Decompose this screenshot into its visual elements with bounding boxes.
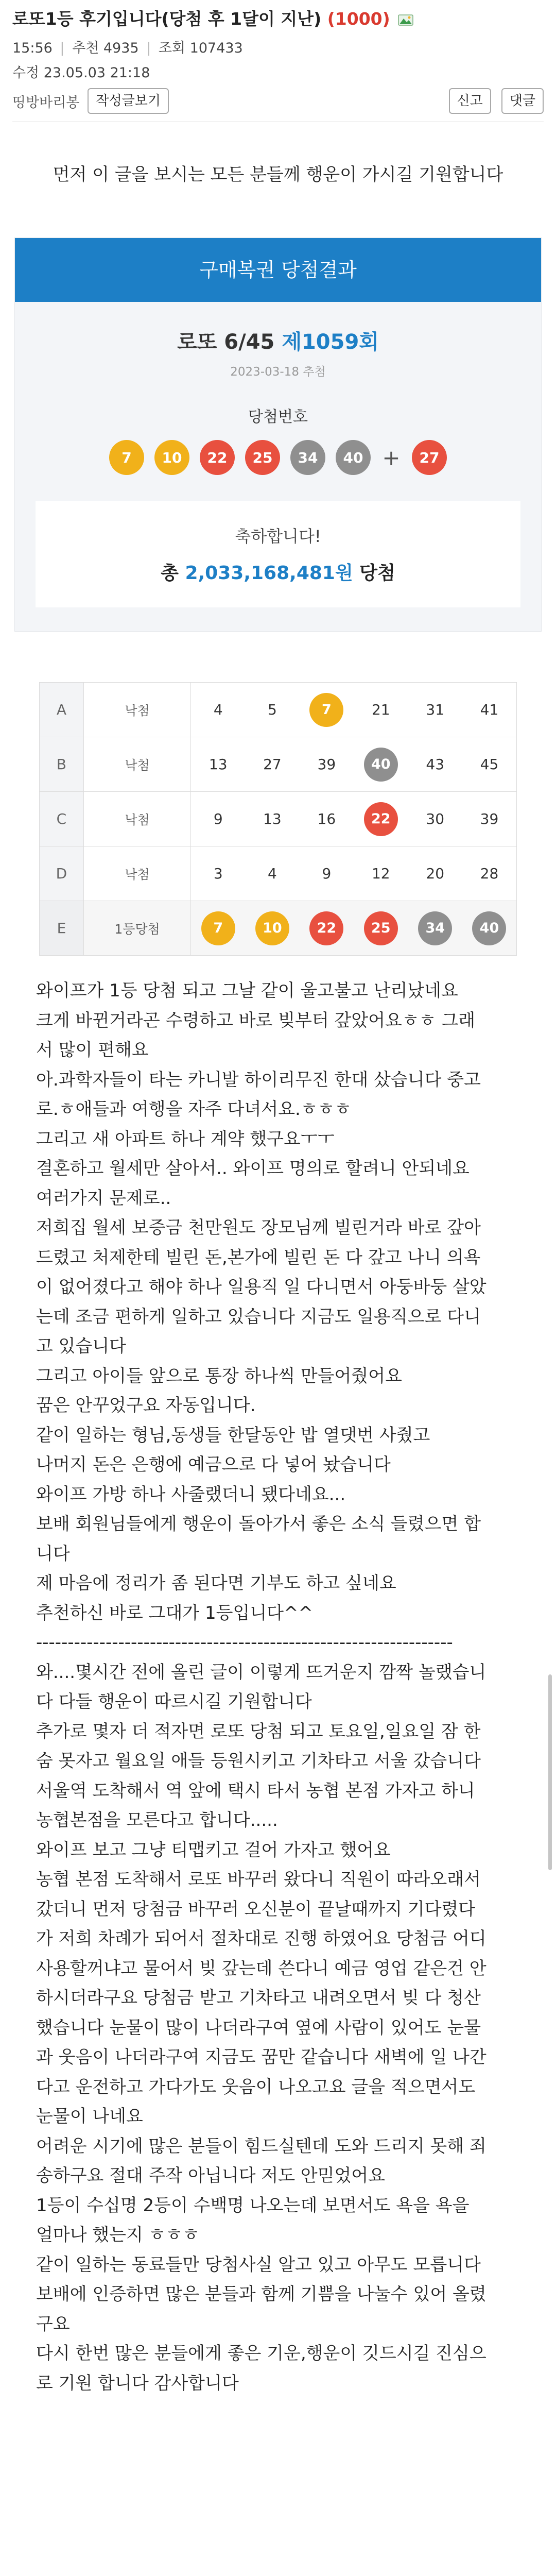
views-label: 조회 [158,40,186,56]
matched-number-ball: 7 [201,911,235,945]
story-line: 갔더니 먼저 당첨금 바꾸러 오신분이 끝날때까지 기다렸다 [36,1899,476,1920]
story-line: 과 웃음이 나더라구여 지금도 꿈만 같습니다 새벽에 일 나간 [36,2047,486,2067]
game-row [40,792,517,846]
winning-ball: 22 [200,440,235,475]
story-line: 크게 바뀐거라곤 수령하고 바로 빚부터 갚았어요ㅎㅎ 그래 [36,1010,476,1031]
story-line: 그리고 아이들 앞으로 통장 하나씩 만들어줬어요 [36,1365,402,1386]
mountain-image-icon [398,14,413,26]
lotto-name-text: 로또 6/45 [177,330,275,354]
game-number: 45 [480,756,499,773]
lotto-draw-date: 2023-03-18 추첨 [230,365,326,379]
game-number-cell [300,737,354,792]
ticket-games-table [39,682,517,956]
matched-number-ball: 22 [364,802,398,836]
story-line: 니다 [36,1543,70,1564]
game-number: 28 [480,865,499,882]
story-line: 추가로 몇자 더 적자면 로또 당첨 되고 토요일,일요일 잠 한 [36,1721,481,1742]
story-line: 저희집 월세 보증금 천만원도 장모님께 빌린거라 바로 갚아 [36,1217,481,1238]
game-number: 12 [371,865,390,882]
game-number: 30 [426,810,445,827]
game-number: 16 [317,810,336,827]
game-number-cell [300,683,354,737]
edited-time: 수정 23.05.03 21:18 [12,65,150,81]
game-number-cell [300,901,354,956]
game-number: 9 [213,810,223,827]
prize-amount: 2,033,168,481원 [185,563,353,584]
game-letter: D [40,846,84,901]
dash-separator: ------------------------------------------------------------------ [36,1632,453,1653]
game-number-cell [191,846,245,901]
game-number: 20 [426,865,445,882]
post-time: 15:56 [12,40,53,56]
matched-number-ball: 22 [309,911,343,945]
winning-ball: 7 [109,440,144,475]
game-number-cell [191,901,245,956]
lotto-round: 제1059회 [282,330,379,354]
game-number-cell [462,683,517,737]
story-line: 로.ㅎ애들과 여행을 자주 다녀서요.ㅎㅎㅎ [36,1099,352,1120]
game-result: 낙첨 [83,683,190,737]
game-number: 13 [263,810,282,827]
game-result: 1등당첨 [83,901,190,956]
story-line: 했습니다 눈물이 많이 나더라구여 옆에 사람이 있어도 눈물 [36,2017,481,2038]
story-line: 그리고 새 아파트 하나 계약 했구요ㅜㅜ [36,1128,335,1149]
story-line: 다시 한번 많은 분들에게 좋은 기운,행운이 깃드시길 진심으 [36,2343,486,2364]
story-line: 숨 못자고 월요일 애들 등원시키고 기차타고 서울 갔습니다 [36,1751,481,1771]
game-number: 13 [208,756,228,773]
game-number: 4 [268,865,277,882]
story-line: 1등이 수십명 2등이 수백명 나오는데 보면서도 욕을 욕을 [36,2195,470,2216]
game-number: 39 [317,756,336,773]
comment-button[interactable]: 댓글 [501,88,544,114]
winning-ball: 10 [154,440,189,475]
game-number-cell [354,901,408,956]
game-number-cell [300,792,354,846]
game-result: 낙첨 [83,846,190,901]
story-line: 드렸고 처제한테 빌린 돈,본가에 빌린 돈 다 갚고 나니 의욕 [36,1247,481,1268]
story-line: 꿈은 안꾸었구요 자동입니다. [36,1395,256,1416]
game-number-cell [462,792,517,846]
bonus-ball: 27 [412,440,447,475]
story-line: 같이 일하는 동료들만 당첨사실 알고 있고 아무도 모릅니다 [36,2254,481,2275]
congrats-box [36,501,520,607]
story-line: 와이프가 1등 당첨 되고 그날 같이 울고불고 난리났네요 [36,980,458,1001]
story-part-1 [36,976,520,1628]
game-letter: E [40,901,84,956]
game-number-cell [245,901,299,956]
game-number: 3 [213,865,223,882]
story-line: 보배 회원님들에게 행운이 돌아가서 좋은 소식 들렸으면 합 [36,1514,481,1534]
matched-number-ball: 40 [472,911,506,945]
game-row [40,683,517,737]
story-line: 같이 일하는 형님,동생들 한달동안 밥 열댓번 사줬고 [36,1425,430,1446]
game-number-cell [191,737,245,792]
total-suffix: 당첨 [359,563,395,584]
story-line: 추천하신 바로 그대가 1등입니다^^ [36,1602,314,1623]
game-number: 41 [480,701,499,718]
story-line: 는데 조금 편하게 일하고 있습니다 지금도 일용직으로 다니 [36,1306,481,1327]
game-row [40,737,517,792]
post-title-row [12,3,544,35]
game-number-cell [354,737,408,792]
story-line: 아.과학자들이 타는 카니발 하이리무진 한대 샀습니다 중고 [36,1069,481,1090]
game-number-cell [191,792,245,846]
game-row [40,901,517,956]
story-line: 농협본점을 모른다고 합니다..... [36,1810,278,1831]
game-letter: C [40,792,84,846]
game-number: 5 [268,701,277,718]
author-name[interactable]: 띵방바리봉 [12,94,80,111]
story-line: 다고 운전하고 가다가도 웃음이 나오고요 글을 적으면서도 [36,2076,476,2097]
game-number-cell [300,846,354,901]
story-line: 눈물이 나네요 [36,2106,143,2127]
matched-number-ball: 34 [418,911,452,945]
total-prize [36,558,520,585]
story-line: 로 기원 합니다 감사합니다 [36,2372,239,2394]
game-number-cell [408,737,462,792]
scrollbar-thumb[interactable] [548,1674,552,1870]
intro-text: 먼저 이 글을 보시는 모든 분들께 행운이 가시길 기원합니다 [53,164,503,185]
story-line: 보배에 인증하면 많은 분들과 함께 기쁨을 나눌수 있어 올렸 [36,2284,486,2304]
story-line: 서 많이 편해요 [36,1040,149,1060]
story-line: 농협 본점 도착해서 로또 바꾸러 왔다니 직원이 따라오래서 [36,1869,481,1890]
matched-number-ball: 7 [309,693,343,727]
lotto-game-name [15,326,541,355]
game-result: 낙첨 [83,737,190,792]
winning-ball: 34 [290,440,325,475]
post-title: 로또1등 후기입니다(당첨 후 1달이 지난) [12,9,322,29]
post-header [0,0,556,122]
game-number-cell [245,683,299,737]
game-number-cell [462,737,517,792]
story-line: 가 저희 차례가 되어서 절차대로 진행 하였어요 당첨금 어디 [36,1928,486,1949]
author-posts-button[interactable]: 작성글보기 [88,88,169,114]
recommend-count: 4935 [103,40,139,56]
game-number-cell [408,683,462,737]
game-row [40,846,517,901]
story-part-2 [36,1658,520,2399]
story-line: 얼마나 했는지 ㅎㅎㅎ [36,2225,200,2245]
winning-numbers-label: 당첨번호 [248,408,308,426]
winning-ball: 40 [336,440,371,475]
game-number-cell [462,846,517,901]
views-count: 107433 [189,40,243,56]
game-result: 낙첨 [83,792,190,846]
story-line: 다 다들 행운이 따르시길 기원합니다 [36,1691,312,1712]
matched-number-ball: 10 [255,911,289,945]
lotto-card-header: 구매복권 당첨결과 [15,238,541,302]
game-letter: B [40,737,84,792]
story-line: 구요 [36,2313,70,2334]
story-line: 나머지 돈은 은행에 예금으로 다 넣어 놨습니다 [36,1454,391,1475]
story-line: 제 마음에 정리가 좀 된다면 기부도 하고 싶네요 [36,1573,396,1594]
matched-number-ball: 40 [364,748,398,782]
lotto-result-card [14,238,542,632]
story-line: 사용할꺼냐고 물어서 빚 갚는데 쓴다니 예금 영업 같은건 안 [36,1958,486,1979]
report-button[interactable]: 신고 [449,88,491,114]
story-line: 와....몇시간 전에 올린 글이 이렇게 뜨거운지 깜짝 놀랬습니 [36,1662,486,1683]
game-number-cell [245,846,299,901]
winning-numbers [15,440,541,475]
recommend-label: 추천 [72,40,99,56]
comment-count[interactable]: (1000) [327,9,390,29]
winning-ball: 25 [245,440,280,475]
game-number-cell [462,901,517,956]
game-number: 9 [322,865,332,882]
game-number-cell [191,683,245,737]
game-number: 4 [213,701,223,718]
story-line: 와이프 보고 그냥 티맵키고 걸어 가자고 했어요 [36,1839,391,1860]
game-number: 21 [371,701,390,718]
game-number-cell [408,901,462,956]
game-number-cell [245,737,299,792]
post-body [0,976,556,2398]
game-number-cell [354,846,408,901]
plus-sign: + [382,445,401,470]
game-number-cell [408,792,462,846]
matched-number-ball: 25 [364,911,398,945]
congrats-text: 축하합니다! [235,527,321,546]
game-number-cell [354,792,408,846]
story-line: 서울역 도착해서 역 앞에 택시 타서 농협 본점 가자고 하니 [36,1780,475,1801]
game-number: 31 [426,701,445,718]
game-letter: A [40,683,84,737]
story-line: 고 있습니다 [36,1336,127,1357]
story-line: 송하구요 절대 주작 아닙니다 저도 안믿었어요 [36,2165,386,2186]
game-number: 27 [263,756,282,773]
game-number: 39 [480,810,499,827]
story-line: 와이프 가방 하나 사줄랬더니 됐다네요... [36,1484,346,1505]
story-line: 어려운 시기에 많은 분들이 힘드실텐데 도와 드리지 못해 죄 [36,2136,486,2157]
story-line: 여러가지 문제로.. [36,1188,171,1209]
post-meta: 15:56 | 추천 4935 | 조회 107433 [12,40,243,56]
story-line: 하시더라구요 당첨금 받고 기차타고 내려오면서 빚 다 청산 [36,1988,481,2008]
author-row [12,84,544,117]
game-number-cell [408,846,462,901]
game-number: 43 [426,756,445,773]
game-number-cell [354,683,408,737]
total-prefix: 총 [161,563,179,584]
story-line: 이 없어졌다고 해야 하나 일용직 일 다니면서 아둥바둥 살았 [36,1277,486,1297]
story-line: 결혼하고 월세만 살아서.. 와이프 명의로 할려니 안되네요 [36,1158,470,1179]
game-number-cell [245,792,299,846]
